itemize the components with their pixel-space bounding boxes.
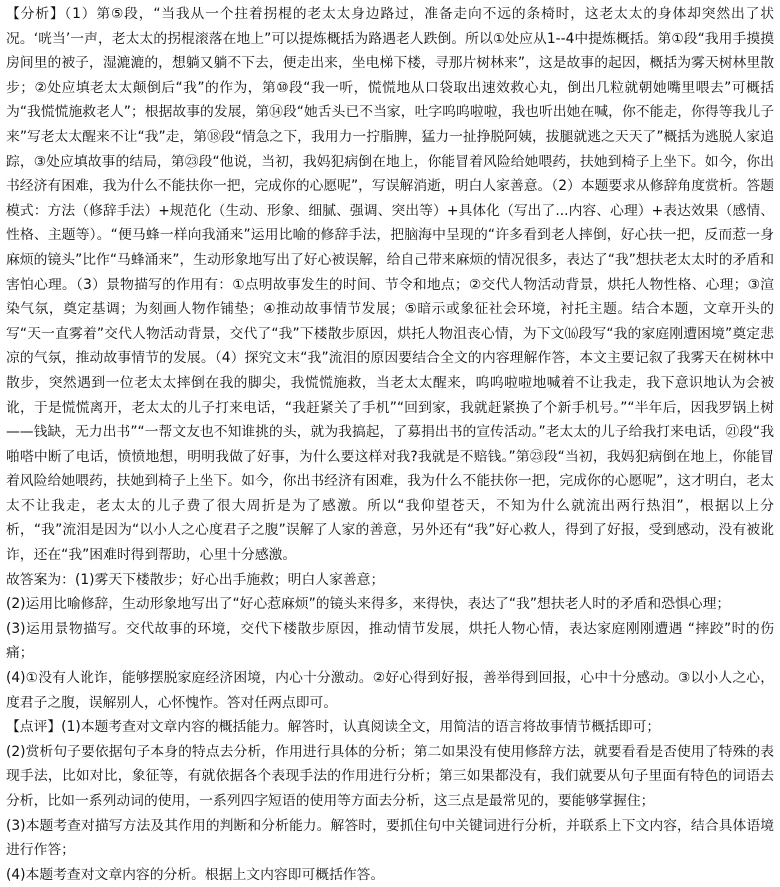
comment-line-2: (2)赏析句子要依据句子本身的特点去分析，作用进行具体的分析；第二如果没有使用修辞方法，就要看看是否使用了特殊的表现手法，比如对比，象征等，有就依据各个表现手法的作用进行分析；第三如果都没有，我们就要从句子里面有特色的词语去分析，比如一系列动词的使用，一系列四字短语的使用等方面去分析，这三点是最常见的，要能够掌握住； bbox=[6, 743, 774, 809]
analysis-paragraph: 【分析】（1）第⑤段，“当我从一个拄着拐棍的老太太身边路过，准备走向不远的条椅时，这老太太的身体却突然出了状况。‘咣当’一声，老太太的拐棍滚落在地上”可以提炼概括为路遇老人跌倒。所以①处应从1--4中提炼概括。第①段“我用手摸摸房间里的被子，湿漉漉的，想躺又躺不下去，便走出来，坐电梯下楼，寻那片树林来”，这是故事的起因，概括为雾天树林里散步；②处应填老太太颠倒后“我”的作为，第⑩段“我一听，慌慌地从口袋取出速效救心丸，倒出几粒就朝她嘴里喂去”可概括为“我慌慌施救老人”；根据故事的发展，第⑭段“她舌头已不当家，吐字呜呜啦啦，我也听出她在喊，你不能走，你得等我儿子来”写老太太醒来不让“我”走，第⑱段“情急之下，我用力一拧脂脾，猛力一扯挣脱阿姨，拔腿就逃之天天了”概括为逃脱人家追踪，③处应填故事的结局，第㉓段“他说，当初，我妈犯病倒在地上，你能冒着风险给她喂药，扶她到椅子上坐下。如今，你出书经济有困难，我为什么不能扶你一把，完成你的心愿呢”，写误解消逝，明白人家善意。（2）本题要求从修辞角度赏析。答题模式：方法（修辞手法）+规范化（生动、形象、细腻、强调、突出等）+具体化（写出了...内容、心理）+表达效果（感情、性格、主题等）。“便马蜂一样向我涌来”运用比喻的修辞手法，把脑海中呈现的“许多看到老人摔倒，好心扶一把，反而惹一身麻烦的镜头”比作“马蜂涌来”，生动形象地写出了好心被误解，给自己带来麻烦的情况很多，表达了“我”想扶老太太时的矛盾和害怕心理。（3）景物描写的作用有：①点明故事发生的时间、节令和地点；②交代人物活动背景，烘托人物性格、心理；③渲染气氛，奠定基调；为刻画人物作铺垫；④推动故事情节发展；⑤暗示或象征社会环境，衬托主题。结合本题，文章开头的写“天一直雾着”交代人物活动背景，交代了“我”下楼散步原因，烘托人物沮丧心情，为下文⒃段写“我的家庭刚遭困境”奠定悲凉的气氛，推动故事情节的发展。（4）探究文末“我”流泪的原因要结合全文的内容理解作答，本文主要记叙了我雾天在树林中散步，突然遇到一位老太太摔倒在我的脚尖，我慌慌施救，当老太太醒来，呜呜啦啦地喊着不让我走，我下意识地认为会被讹，于是慌慌离开，老太太的儿子打来电话，“我赶紧关了手机”“回到家，我就赶紧换了个新手机号。”“半年后，因我罗锅上树——钱缺，无力出书”“一帮文友也不知谁挑的头，就为我搞起，了募捐出书的宣传活动。”老太太的儿子给我打来电话，㉑段“我啪嗒中断了电话，愤愤地想，明明我做了好事，为什么要这样对我?我就是不赔钱。”第㉓段“当初，我妈犯病倒在地上，你能冒着风险给她喂药，扶她到椅子上坐下。如今，你出书经济有困难，我为什么不能扶你一把，完成你的心愿呢”，这才明白，老太太不让我走，老太太的儿子费了很大周折是为了感激。所以“我仰望苍天，不知为什么就流出两行热泪”，根据以上分析，“我”流泪是因为“以小人之心度君子之腹”误解了人家的善意，另外还有“我”好心救人，得到了好报，受到感动，没有被讹诈，还在“我”困难时得到帮助，心里十分感激。 bbox=[6, 6, 774, 564]
answer-line-2: (2)运用比喻修辞，生动形象地写出了“好心惹麻烦”的镜头来得多，来得快，表达了“我”想扶老人时的矛盾和恐惧心理； bbox=[6, 596, 731, 613]
answer-line-4: (4)①没有人讹诈，能够摆脱家庭经济困境，内心十分激动。②好心得到好报，善举得到回报，心中十分感动。③以小人之心，度君子之腹，误解别人，心怀愧怍。答对任两点即可。 bbox=[6, 670, 774, 711]
answer-line-1: 故答案为：(1)雾天下楼散步；好心出手施救；明白人家善意； bbox=[6, 571, 385, 588]
answer-line-3: (3)运用景物描写。交代故事的环境，交代下楼散步原因，推动情节发展，烘托人物心情，表达家庭刚刚遭遇 “摔跤”时的伤痛； bbox=[6, 620, 774, 662]
comment-line-1: 【点评】(1)本题考查对文章内容的概括能力。解答时，认真阅读全文，用简洁的语言将故事情节概括即可； bbox=[6, 719, 661, 736]
comment-line-4: (4)本题考查对文章内容的分析。根据上文内容即可概括作答。 bbox=[6, 866, 385, 883]
comment-line-3: (3)本题考查对描写方法及其作用的判断和分析能力。解答时，要抓住句中关键词进行分析，并联系上下文内容，结合具体语境进行作答； bbox=[6, 817, 774, 859]
